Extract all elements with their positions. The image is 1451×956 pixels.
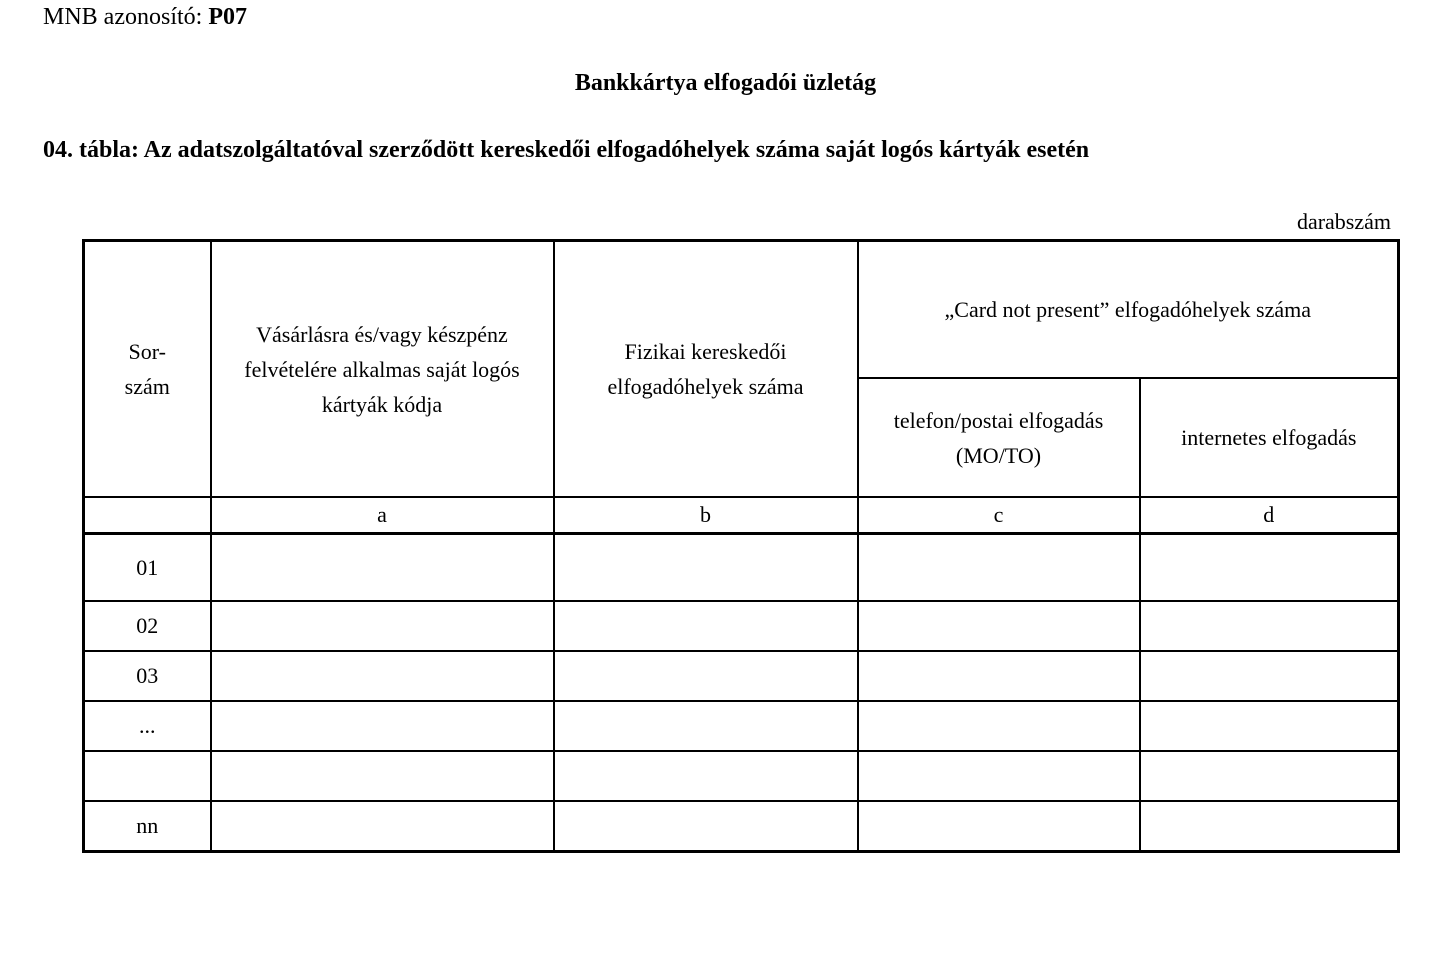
- header-col-b: Fizikai kereskedői elfogadóhelyek száma: [554, 241, 858, 498]
- table-row: [84, 651, 1399, 701]
- table-cell[interactable]: [858, 651, 1140, 701]
- section-title: Bankkártya elfogadói üzletág: [574, 70, 877, 96]
- table-row: [84, 751, 1399, 801]
- header-row-1: [84, 241, 1399, 379]
- table-cell[interactable]: [554, 534, 858, 602]
- row-number: 03: [84, 651, 211, 701]
- header-col-d: internetes elfogadás: [1140, 378, 1399, 497]
- mnb-code: P07: [208, 4, 247, 30]
- table-cell[interactable]: [554, 701, 858, 751]
- table-cell[interactable]: [554, 801, 858, 852]
- letter-cell-a: a: [211, 497, 554, 534]
- mnb-identifier: [43, 4, 247, 31]
- table-cell[interactable]: [211, 751, 554, 801]
- table-cell[interactable]: [554, 651, 858, 701]
- table-cell[interactable]: [211, 651, 554, 701]
- letter-cell-b: b: [554, 497, 858, 534]
- table-cell[interactable]: [858, 701, 1140, 751]
- table-cell[interactable]: [1140, 701, 1399, 751]
- table-cell[interactable]: [211, 534, 554, 602]
- header-letters-row: [84, 497, 1399, 534]
- row-number: 01: [84, 534, 211, 602]
- table-cell[interactable]: [211, 801, 554, 852]
- row-number: 02: [84, 601, 211, 651]
- data-table: [82, 239, 1400, 853]
- header-card-not-present: „Card not present” elfogadóhelyek száma: [858, 241, 1399, 379]
- header-sorszam: Sor- szám: [84, 241, 211, 498]
- table-title: 04. tábla: Az adatszolgáltatóval szerződött kereskedői elfogadóhelyek száma saját logós kártyák esetén: [43, 137, 1090, 163]
- table-cell[interactable]: [858, 534, 1140, 602]
- mnb-label: MNB azonosító:: [43, 4, 203, 30]
- header-col-c: telefon/postai elfogadás (MO/TO): [858, 378, 1140, 497]
- table-cell[interactable]: [1140, 801, 1399, 852]
- table-cell[interactable]: [211, 601, 554, 651]
- table-cell[interactable]: [858, 751, 1140, 801]
- header-col-a: Vásárlásra és/vagy készpénz felvételére alkalmas saját logós kártyák kódja: [211, 241, 554, 498]
- letter-cell-c: c: [858, 497, 1140, 534]
- row-number: ...: [84, 701, 211, 751]
- table-cell[interactable]: [211, 701, 554, 751]
- table-row: [84, 601, 1399, 651]
- table-cell[interactable]: [1140, 651, 1399, 701]
- unit-label: darabszám: [1296, 209, 1391, 234]
- table-cell[interactable]: [858, 801, 1140, 852]
- table-row: [84, 801, 1399, 852]
- table-cell[interactable]: [858, 601, 1140, 651]
- row-number: nn: [84, 801, 211, 852]
- table-cell[interactable]: [1140, 534, 1399, 602]
- table-row: [84, 701, 1399, 751]
- table-cell[interactable]: [1140, 601, 1399, 651]
- letter-cell-empty: [84, 497, 211, 534]
- row-number: [84, 751, 211, 801]
- table-row: [84, 534, 1399, 602]
- table-cell[interactable]: [554, 751, 858, 801]
- table-cell[interactable]: [554, 601, 858, 651]
- letter-cell-d: d: [1140, 497, 1399, 534]
- table-cell[interactable]: [1140, 751, 1399, 801]
